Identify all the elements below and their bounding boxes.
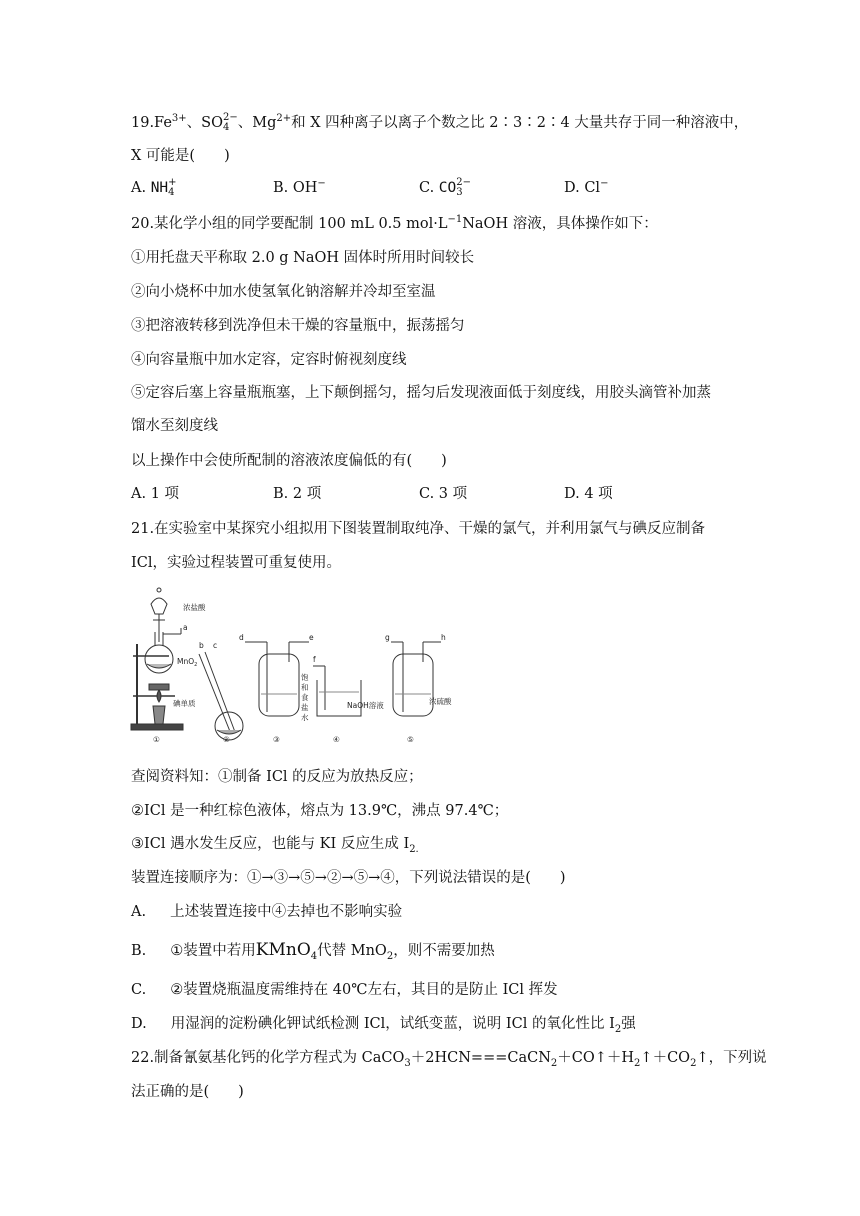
port-d: d — [239, 633, 244, 642]
device-number-2: ② — [223, 735, 230, 744]
q20-option-c: C. 3 项 — [419, 486, 468, 502]
q21-info-3: ③ICl 遇水发生反应，也能与 KI 反应生成 $I_{2.}$ — [131, 836, 419, 855]
label-h2so4: 浓硫酸 — [429, 697, 452, 706]
label-brine — [301, 672, 309, 722]
q20-step-4: ④向容量瓶中加水定容，定容时俯视刻度线 — [131, 352, 407, 368]
q19-option-d: D. Cl− — [564, 178, 609, 196]
device-number-4: ④ — [333, 735, 340, 744]
q21-stem-line2: ICl，实验过程装置可重复使用。 — [131, 555, 341, 571]
q21-info-2: ②ICl 是一种红棕色液体，熔点为 13.9℃，沸点 97.4℃； — [131, 803, 509, 819]
port-g: g — [385, 633, 390, 642]
device-number-1: ① — [153, 735, 160, 744]
q20-option-d: D. 4 项 — [564, 486, 613, 502]
q22-stem-line2: 法正确的是( ) — [131, 1084, 244, 1100]
q20-step-5-line1: ⑤定容后塞上容量瓶瓶塞，上下颠倒摇匀，摇匀后发现液面低于刻度线，用胶头滴管补加蒸 — [131, 385, 711, 401]
svg-text:饱: 饱 — [301, 673, 309, 682]
q20-step-5-line2: 馏水至刻度线 — [131, 418, 218, 434]
q21-option-b: B. ①装置中若用KMnO$_4$代替 MnO$_2$，则不需要加热 — [131, 940, 495, 962]
apparatus-figure — [129, 584, 454, 746]
q21-sequence: 装置连接顺序为：①→③→⑤→②→⑤→④，下列说法错误的是( ) — [131, 870, 566, 886]
q20-step-1: ①用托盘天平称取 2.0 g NaOH 固体时所用时间较长 — [131, 250, 475, 266]
q20-option-b: B. 2 项 — [273, 486, 322, 502]
q21-info-1: 查阅资料知：①制备 ICl 的反应为放热反应； — [131, 769, 423, 785]
stand-base — [131, 724, 183, 730]
svg-text:盐: 盐 — [301, 703, 309, 712]
q21-stem-line1: 21.在实验室中某探究小组拟用下图装置制取纯净、干燥的氯气，并利用氯气与碘反应制备 — [131, 521, 706, 537]
wash-bottle-3 — [259, 654, 299, 716]
separatory-funnel — [151, 598, 167, 614]
svg-text:食: 食 — [301, 693, 309, 702]
port-b: b — [199, 641, 204, 650]
q21-option-a: A. 上述装置连接中④去掉也不影响实验 — [131, 904, 403, 920]
svg-text:水: 水 — [301, 713, 309, 722]
svg-text:和: 和 — [301, 683, 309, 692]
q21-option-c: C. ②装置烧瓶温度需维持在 40℃左右，其目的是防止 ICl 挥发 — [131, 982, 558, 998]
q19-option-a: A. NH + 4 — [131, 177, 177, 198]
q19-stem-line1: $19.Fe^{3+}$、SO 2− 4 、$Mg^{2+}$和 X 四种离子以离子个数之比 2∶3∶2∶4 大量共存于同一种溶液中， — [131, 112, 749, 133]
wash-bottle-5 — [393, 654, 433, 716]
q20-step-3: ③把溶液转移到洗净但未干燥的容量瓶中，振荡摇匀 — [131, 318, 465, 334]
q19-option-b: B. OH− — [273, 178, 326, 196]
port-a: a — [183, 623, 188, 632]
label-naoh: NaOH溶液 — [347, 701, 384, 710]
q21-option-d: D. 用湿润的淀粉碘化钾试纸检测 ICl，试纸变蓝，说明 ICl 的氧化性比 $I_2$强 — [131, 1016, 636, 1035]
q22-stem-line1: 22.制备氰氨基化钙的化学方程式为 $CaCO_3+2HCN===CaCN_2+CO↑+H_2↑+CO_2↑$，下列说 — [131, 1050, 767, 1069]
q19-stem-line2: X 可能是( ) — [131, 148, 230, 164]
port-f: f — [313, 655, 316, 664]
label-iodine: 碘单质 — [173, 699, 196, 708]
q20-option-a: A. 1 项 — [131, 486, 180, 502]
device-number-5: ⑤ — [407, 735, 414, 744]
device-number-3: ③ — [273, 735, 280, 744]
q20-stem: 20.某化学小组的同学要配制 100 mL 0.5 $mol\cdot L^{-1}NaOH$ 溶液，具体操作如下： — [131, 214, 658, 232]
q20-step-2: ②向小烧杯中加水使氢氧化钠溶解并冷却至室温 — [131, 284, 436, 300]
flask-1 — [145, 645, 173, 673]
port-c: c — [213, 641, 218, 650]
port-h: h — [441, 633, 446, 642]
q19-option-c: C. CO 2− 3 — [419, 177, 472, 198]
label-hcl: 浓盐酸 — [183, 603, 206, 612]
beaker-4 — [317, 680, 361, 716]
alcohol-lamp — [153, 706, 165, 724]
q20-question: 以上操作中会使所配制的溶液浓度偏低的有( ) — [131, 453, 447, 469]
port-e: e — [309, 633, 314, 642]
label-mno2: MnO$_2$ — [177, 657, 198, 668]
